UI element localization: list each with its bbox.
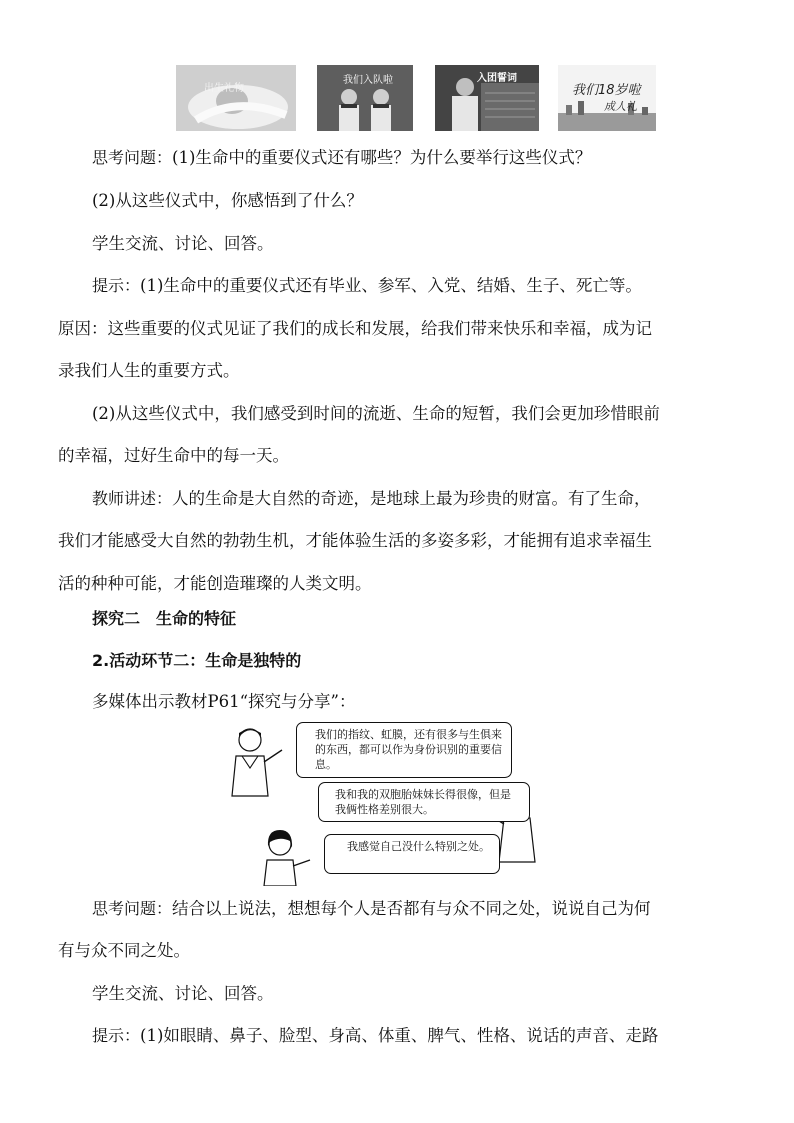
speech-bubble-not-special: 我感觉自己没什么特别之处。 bbox=[324, 834, 500, 874]
text-line: 的幸福，过好生命中的每一天。 bbox=[58, 446, 289, 465]
text-line: 有与众不同之处。 bbox=[58, 941, 190, 960]
photo-pioneers-caption: 我们入队啦 bbox=[343, 75, 393, 86]
label-hint: 提示： bbox=[92, 276, 141, 295]
text-line: (2)从这些仪式中，你感悟到了什么？ bbox=[92, 191, 363, 210]
photo-newborn bbox=[176, 65, 296, 131]
photo-join-pioneers bbox=[317, 65, 413, 131]
text-line: 我们才能感受大自然的勃勃生机，才能体验生活的多姿多彩，才能拥有追求幸福生 bbox=[58, 531, 652, 550]
boy-figure-icon bbox=[232, 729, 282, 796]
speech-bubble-fingerprint: 我们的指纹、虹膜，还有很多与生俱来的东西，都可以作为身份识别的重要信息。 bbox=[296, 722, 512, 778]
section-heading: 探究二 生命的特征 bbox=[92, 609, 237, 628]
text-line: 提示：(1)如眼睛、鼻子、脸型、身高、体重、脾气、性格、说话的声音、走路 bbox=[92, 1026, 659, 1045]
photo-newborn-caption: 出生礼物 bbox=[204, 83, 244, 94]
text-line: 教师讲述：人的生命是大自然的奇迹，是地球上最为珍贵的财富。有了生命， bbox=[92, 489, 651, 508]
newborn-illustration bbox=[176, 65, 296, 131]
photo-strip bbox=[176, 65, 656, 133]
photo-league-caption: 入团誓词 bbox=[477, 73, 517, 84]
label-teacher-talk: 教师讲述： bbox=[92, 489, 173, 508]
photo-coming-of-age-caption: 我们18岁啦 bbox=[572, 83, 641, 98]
text-line: 提示：(1)生命中的重要仪式还有毕业、参军、入党、结婚、生子、死亡等。 bbox=[92, 276, 642, 295]
photo-youth-league-oath bbox=[435, 65, 539, 131]
label-hint: 提示： bbox=[92, 1026, 141, 1045]
photo-coming-of-age bbox=[558, 65, 656, 131]
text-line: 思考问题：结合以上说法，想想每个人是否都有与众不同之处，说说自己为何 bbox=[92, 899, 651, 918]
text-line: 学生交流、讨论、回答。 bbox=[92, 984, 274, 1003]
text-line: (2)从这些仪式中，我们感受到时间的流逝、生命的短暂，我们会更加珍惜眼前 bbox=[92, 404, 660, 423]
speech-bubble-twin-sister: 我和我的双胞胎妹妹长得很像，但是我俩性格差别很大。 bbox=[318, 782, 530, 822]
label-think-question: 思考问题： bbox=[92, 148, 173, 167]
text-line: 学生交流、讨论、回答。 bbox=[92, 234, 274, 253]
text-line: 活的种种可能，才能创造璀璨的人类文明。 bbox=[58, 574, 372, 593]
explore-share-cartoon bbox=[228, 722, 544, 886]
girl-figure-icon bbox=[264, 830, 310, 886]
activity-heading: 2.活动环节二：生命是独特的 bbox=[92, 651, 302, 670]
text-line: 多媒体出示教材P61“探究与分享”： bbox=[92, 692, 356, 711]
text-line: 原因：这些重要的仪式见证了我们的成长和发展，给我们带来快乐和幸福，成为记 bbox=[58, 319, 652, 338]
photo-coming-of-age-caption2: 成人礼 bbox=[604, 100, 637, 113]
label-think-question: 思考问题： bbox=[92, 899, 173, 918]
text-line: 录我们人生的重要方式。 bbox=[58, 361, 240, 380]
text-line: 思考问题：(1)生命中的重要仪式还有哪些？为什么要举行这些仪式？ bbox=[92, 148, 592, 167]
